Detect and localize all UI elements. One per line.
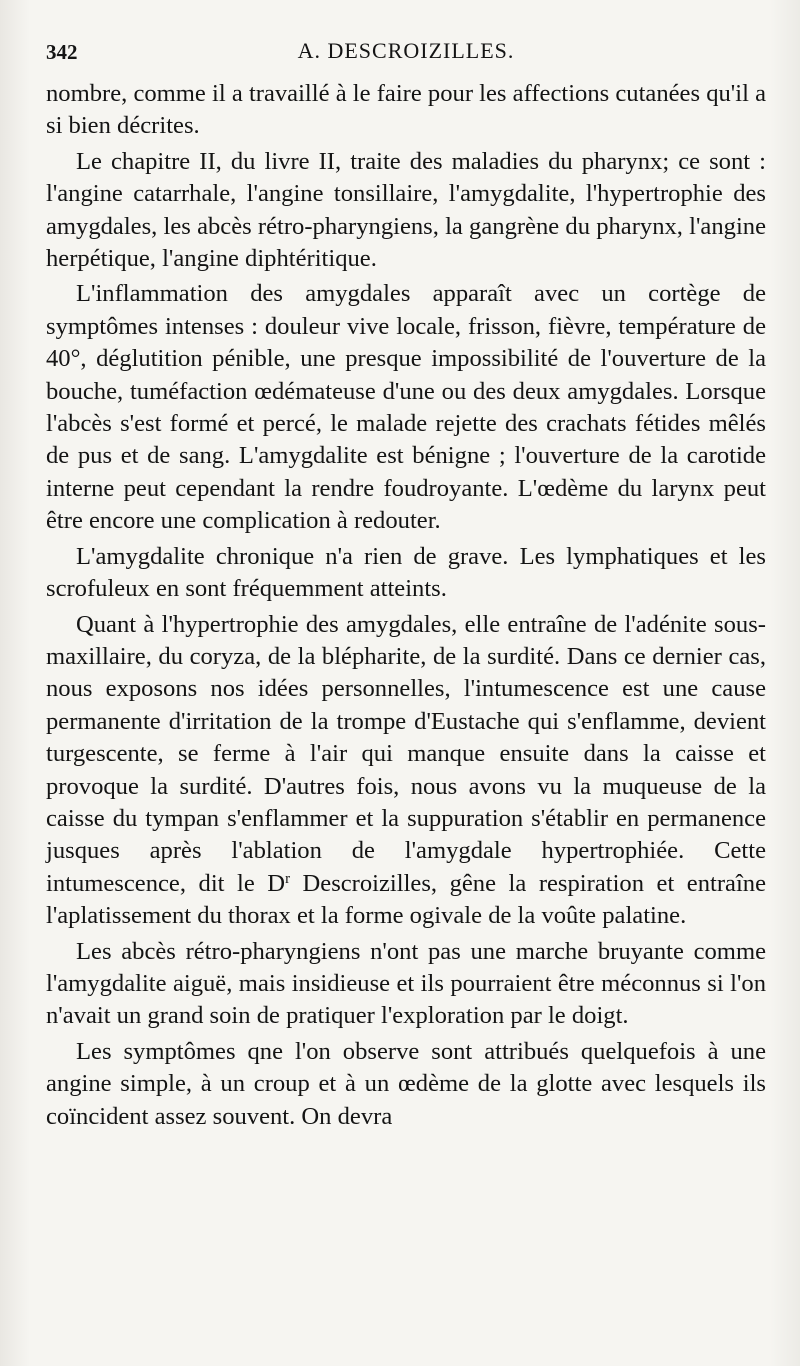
paragraph-hypertrophy-text-b: Descroizilles, gêne la respiration et entraîne l'aplatissement du thorax et la forme ogivale de la voûte palatine. — [46, 869, 767, 930]
paragraph-chronic-tonsillitis: L'amygdalite chronique n'a rien de grave. Les lymphatiques et les scrofuleux en sont fréquemment atteints. — [46, 542, 766, 603]
page-number: 342 — [46, 40, 78, 64]
paragraph-hypertrophy-text-a: Quant à l'hypertrophie des amygdales, elle entraîne de l'adénite sous-maxillaire, du coryza, de la blépharite, de la surdité. Dans ce dernier cas, nous exposons nos idées personnelles, l'intumescence est une cause permanente d'irritation de la trompe d'Eustache qui s'enflamme, devient turgescente, se ferme à l'air qui manque ensuite dans la caisse et provoque la surdité. D'autres fois, nous avons vu la muqueuse de la caisse du tympan s'enflammer et la suppuration s'établir en permanence jusques après l'ablation de l'amygdale hypertrophiée. Cette intumescence, dit le D — [46, 610, 766, 897]
paragraph-inflammation: L'inflammation des amygdales apparaît avec un cortège de symptômes intenses : douleur vive locale, frisson, fièvre, température de 40°, déglutition pénible, une presque impossibilité de l'ouverture de la bouche, tuméfaction œdémateuse d'une ou des deux amygdales. Lorsque l'abcès s'est formé et percé, le malade rejette des crachats fétides mêlés de pus et de sang. L'amygdalite est bénigne ; l'ouverture de la carotide interne peut cependant la rendre foudroyante. L'œdème du larynx peut être encore une complication à redouter. — [46, 280, 766, 535]
paragraph-hypertrophy — [46, 609, 766, 933]
paragraph-chapter-ii: Le chapitre II, du livre II, traite des maladies du pharynx; ce sont : l'angine catarrhale, l'angine tonsillaire, l'amygdalite, l'hypertrophie des amygdales, les abcès rétro-pharyngiens, la gangrène du pharynx, l'angine herpétique, l'angine diphtéritique. — [46, 147, 766, 273]
doctor-abbrev-superscript: r — [285, 870, 290, 887]
running-head: A. DESCROIZILLES. — [297, 38, 515, 63]
body-text — [46, 78, 766, 1133]
paragraph-retro-pharyngeal-abscess: Les abcès rétro-pharyngiens n'ont pas une marche bruyante comme l'amygdalite aiguë, mais insidieuse et ils pourraient être méconnus si l'on n'avait un grand soin de pratiquer l'exploration par le doigt. — [46, 937, 766, 1030]
page-header — [46, 36, 766, 66]
paragraph-symptoms: Les symptômes qne l'on observe sont attribués quelquefois à une angine simple, à un croup et à un œdème de la glotte avec lesquels ils coïncident assez souvent. On devra — [46, 1037, 766, 1130]
paragraph-continuation: nombre, comme il a travaillé à le faire pour les affections cutanées qu'il a si bien décrites. — [46, 80, 766, 140]
